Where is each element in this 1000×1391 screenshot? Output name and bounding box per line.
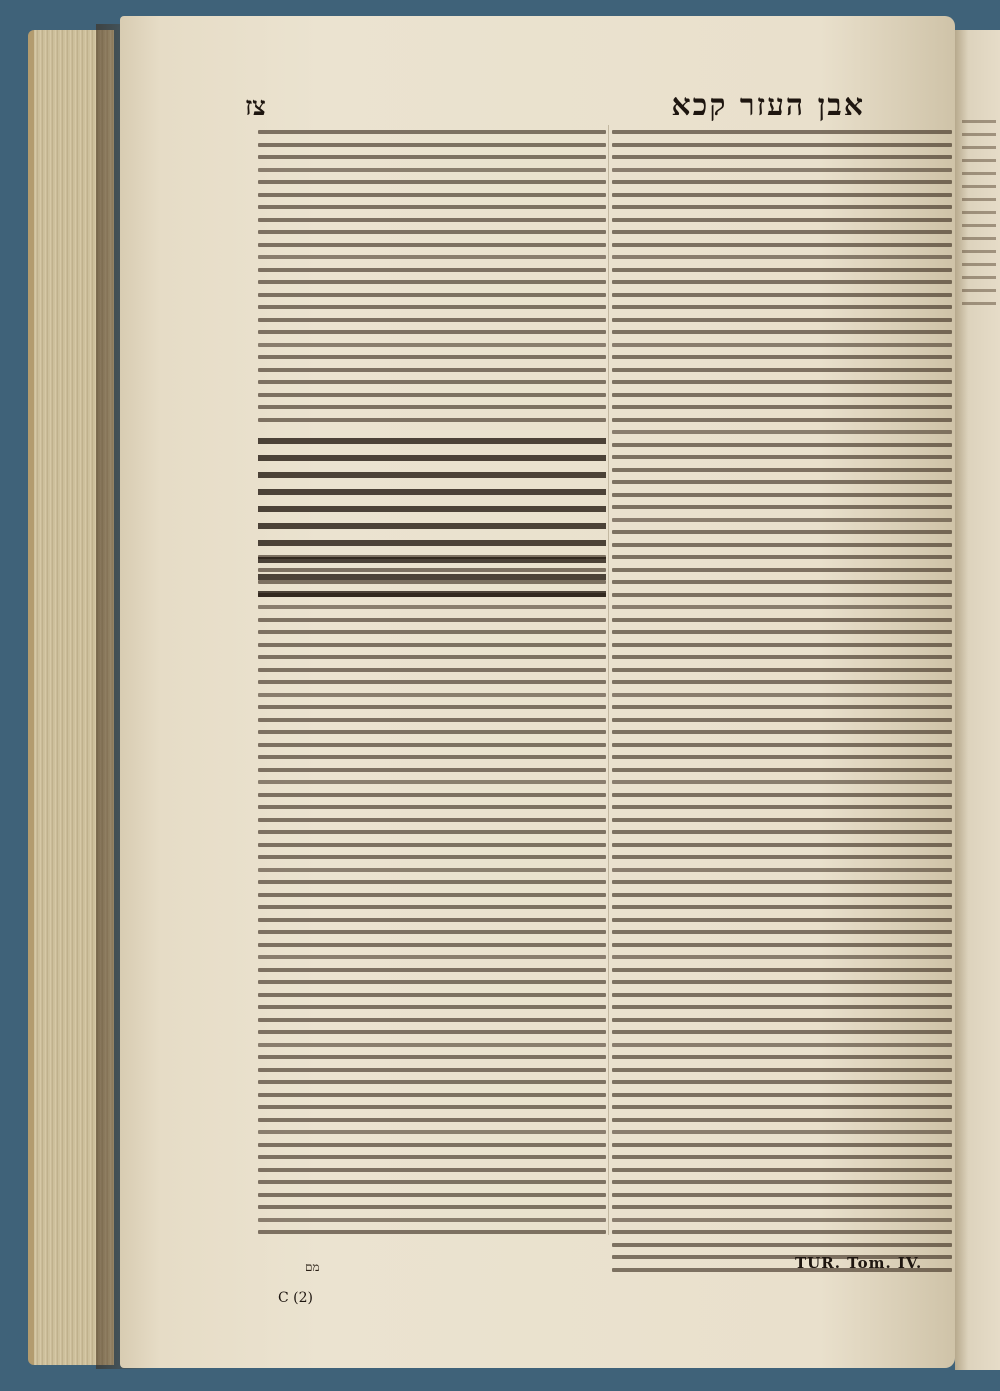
text-line: [612, 930, 952, 934]
text-line: [258, 1105, 606, 1109]
work-title-mark: TUR. Tom. IV.: [795, 1254, 923, 1272]
text-line: [258, 718, 606, 722]
text-line: [612, 1180, 952, 1184]
text-line: [612, 255, 952, 259]
text-line: [612, 1030, 952, 1034]
text-line: [612, 380, 952, 384]
text-line: [612, 1130, 952, 1134]
text-line: [612, 943, 952, 947]
text-line: [258, 1230, 606, 1234]
text-line: [258, 205, 606, 209]
text-line: [612, 343, 952, 347]
main-text-line: [258, 455, 606, 461]
text-line: [612, 955, 952, 959]
text-line: [258, 668, 606, 672]
text-line: [612, 143, 952, 147]
text-line: [258, 1055, 606, 1059]
text-line: [258, 818, 606, 822]
text-line: [612, 293, 952, 297]
text-line: [612, 793, 952, 797]
text-line: [258, 380, 606, 384]
text-line: [258, 843, 606, 847]
facing-page-text: [962, 110, 996, 710]
text-line: [258, 293, 606, 297]
text-line: [612, 980, 952, 984]
text-line: [258, 168, 606, 172]
main-text-line: [258, 574, 606, 580]
text-line: [258, 830, 606, 834]
text-line: [258, 705, 606, 709]
text-line: [612, 518, 952, 522]
text-line: [612, 1218, 952, 1222]
text-line: [612, 743, 952, 747]
text-line: [258, 930, 606, 934]
text-line: [258, 993, 606, 997]
text-line: [612, 1243, 952, 1247]
signature-mark: C (2): [278, 1290, 313, 1306]
text-line: [258, 1130, 606, 1134]
text-line: [612, 968, 952, 972]
text-line: [258, 143, 606, 147]
text-line: [258, 343, 606, 347]
text-line: [258, 943, 606, 947]
text-line: [612, 755, 952, 759]
text-line: [258, 655, 606, 659]
text-line: [258, 905, 606, 909]
text-line: [612, 155, 952, 159]
text-line: [258, 1143, 606, 1147]
text-line: [612, 1055, 952, 1059]
text-line: [258, 280, 606, 284]
text-line: [612, 718, 952, 722]
text-line: [258, 1018, 606, 1022]
main-text-line: [258, 438, 606, 444]
text-line: [258, 318, 606, 322]
text-line: [612, 330, 952, 334]
text-line: [612, 1230, 952, 1234]
text-line: [612, 393, 952, 397]
main-text-line: [258, 506, 606, 512]
text-line: [612, 1068, 952, 1072]
text-line: [612, 843, 952, 847]
text-line: [258, 618, 606, 622]
text-line: [612, 655, 952, 659]
text-line: [258, 330, 606, 334]
text-line: [612, 543, 952, 547]
text-line: [612, 693, 952, 697]
text-line: [258, 743, 606, 747]
text-line: [612, 1005, 952, 1009]
text-line: [612, 1205, 952, 1209]
text-line: [258, 1118, 606, 1122]
text-line: [258, 605, 606, 609]
text-line: [258, 355, 606, 359]
text-line: [258, 243, 606, 247]
text-line: [612, 830, 952, 834]
text-line: [612, 1155, 952, 1159]
text-line: [612, 580, 952, 584]
text-line: [612, 1080, 952, 1084]
left-text-column: [258, 130, 606, 1240]
text-line: [258, 1068, 606, 1072]
text-line: [612, 668, 952, 672]
text-line: [258, 1218, 606, 1222]
text-line: [258, 968, 606, 972]
text-line: [612, 680, 952, 684]
main-text-line: [258, 591, 606, 597]
text-line: [258, 368, 606, 372]
text-line: [612, 568, 952, 572]
text-line: [258, 180, 606, 184]
text-line: [258, 1080, 606, 1084]
text-line: [258, 155, 606, 159]
text-line: [258, 393, 606, 397]
text-line: [258, 1205, 606, 1209]
text-line: [612, 280, 952, 284]
text-line: [258, 1168, 606, 1172]
text-line: [258, 880, 606, 884]
text-line: [612, 305, 952, 309]
text-line: [612, 868, 952, 872]
text-line: [258, 1030, 606, 1034]
text-line: [258, 805, 606, 809]
text-line: [258, 630, 606, 634]
text-line: [612, 205, 952, 209]
text-line: [612, 493, 952, 497]
main-text-line: [258, 523, 606, 529]
text-line: [612, 480, 952, 484]
text-line: [612, 768, 952, 772]
main-text-line: [258, 472, 606, 478]
text-line: [258, 868, 606, 872]
text-line: [258, 1093, 606, 1097]
text-line: [612, 1018, 952, 1022]
text-line: [258, 755, 606, 759]
text-line: [258, 418, 606, 422]
text-line: [612, 893, 952, 897]
text-line: [612, 180, 952, 184]
text-line: [258, 1043, 606, 1047]
text-line: [258, 955, 606, 959]
text-line: [258, 305, 606, 309]
text-line: [612, 430, 952, 434]
text-line: [258, 768, 606, 772]
text-line: [612, 1168, 952, 1172]
right-text-column: [612, 130, 952, 1280]
text-line: [612, 818, 952, 822]
text-line: [258, 980, 606, 984]
text-line: [258, 230, 606, 234]
text-line: [612, 368, 952, 372]
running-title: אבן העזר קכא: [671, 88, 865, 123]
text-line: [612, 905, 952, 909]
text-line: [612, 1118, 952, 1122]
text-line: [612, 455, 952, 459]
text-line: [612, 1105, 952, 1109]
text-line: [612, 630, 952, 634]
text-line: [258, 130, 606, 134]
text-line: [612, 530, 952, 534]
text-line: [258, 643, 606, 647]
main-text-line: [258, 489, 606, 495]
text-line: [612, 605, 952, 609]
catchword: מם: [305, 1260, 320, 1274]
text-line: [612, 993, 952, 997]
text-line: [258, 580, 606, 584]
text-line: [258, 193, 606, 197]
text-line: [612, 318, 952, 322]
text-line: [612, 193, 952, 197]
text-line: [612, 468, 952, 472]
text-line: [258, 1180, 606, 1184]
main-text-line: [258, 540, 606, 546]
text-line: [258, 268, 606, 272]
text-line: [612, 230, 952, 234]
column-divider: [608, 125, 609, 1235]
text-line: [258, 405, 606, 409]
text-line: [258, 568, 606, 572]
main-text-block: [258, 438, 606, 568]
text-line: [612, 730, 952, 734]
text-line: [258, 218, 606, 222]
text-line: [612, 443, 952, 447]
text-line: [612, 593, 952, 597]
page-header: [165, 88, 945, 128]
text-line: [612, 218, 952, 222]
text-line: [612, 1143, 952, 1147]
text-line: [612, 1193, 952, 1197]
text-line: [612, 130, 952, 134]
text-line: [612, 918, 952, 922]
text-line: [258, 855, 606, 859]
text-line: [612, 1093, 952, 1097]
text-line: [612, 618, 952, 622]
text-line: [612, 705, 952, 709]
text-line: [612, 268, 952, 272]
text-line: [612, 643, 952, 647]
text-line: [612, 405, 952, 409]
text-line: [258, 780, 606, 784]
text-line: [612, 780, 952, 784]
text-line: [258, 255, 606, 259]
text-line: [612, 880, 952, 884]
main-text-line: [258, 557, 606, 563]
text-line: [612, 805, 952, 809]
text-line: [258, 1155, 606, 1159]
text-line: [612, 855, 952, 859]
text-line: [612, 168, 952, 172]
text-line: [612, 418, 952, 422]
text-line: [612, 505, 952, 509]
text-line: [612, 555, 952, 559]
text-line: [258, 1005, 606, 1009]
text-line: [612, 355, 952, 359]
text-line: [258, 893, 606, 897]
text-line: [612, 243, 952, 247]
text-line: [258, 680, 606, 684]
folio-number: צז: [245, 92, 266, 122]
text-line: [258, 793, 606, 797]
text-line: [258, 1193, 606, 1197]
text-line: [258, 730, 606, 734]
text-line: [612, 1043, 952, 1047]
text-line: [258, 693, 606, 697]
text-line: [258, 918, 606, 922]
